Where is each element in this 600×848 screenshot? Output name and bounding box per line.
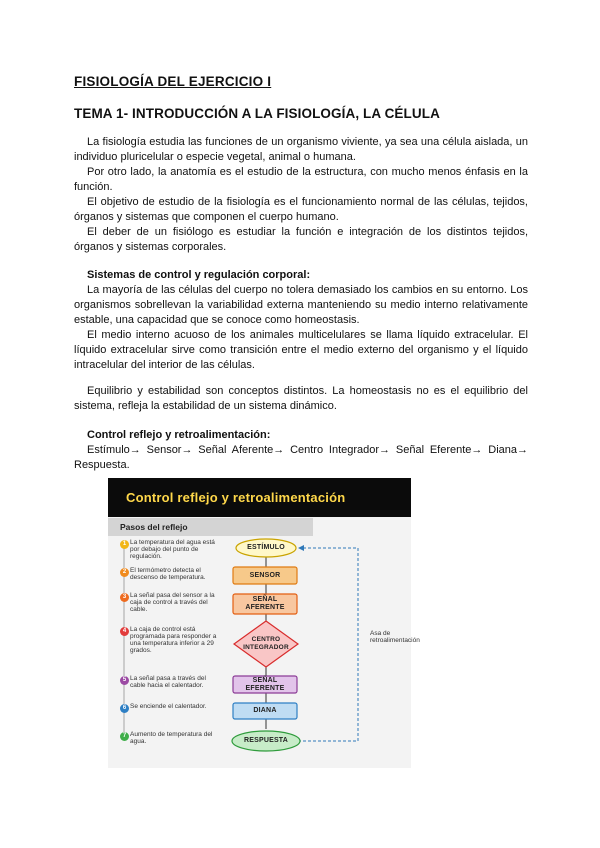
- diagram-lines: [108, 478, 411, 768]
- integrator-label-line2: INTEGRADOR: [243, 644, 289, 651]
- paragraph: El objetivo de estudio de la fisiología es el funcionamiento normal de las células, tejidos, órganos y sistemas que componen el cuerpo humano.: [74, 196, 528, 223]
- reflex-section: [74, 428, 528, 473]
- integrator-label-line1: CENTRO: [251, 636, 281, 643]
- respuesta-label: RESPUESTA: [243, 737, 289, 744]
- paragraph: La fisiología estudia las funciones de un organismo viviente, ya sea una célula aislada, un individuo pluricelular o especie vegetal, animal o humana.: [74, 136, 528, 163]
- section-heading: Control reflejo y retroalimentación:: [87, 429, 271, 441]
- integrator-label: [233, 636, 299, 652]
- estimulo-label: ESTÍMULO: [247, 544, 285, 551]
- equilibrium-section: [74, 384, 528, 414]
- chapter-title: TEMA 1- INTRODUCCIÓN A LA FISIOLOGÍA, LA CÉLULA: [74, 106, 440, 121]
- paragraph: El medio interno acuoso de los animales multicelulares se llama líquido extracelular. El líquido extracelular sirve como transición entre el medio externo del organismo y el líquido intracelular del interior de las células.: [74, 329, 528, 371]
- step-1-text: La temperatura del agua está por debajo del punto de regulación.: [130, 539, 215, 560]
- document-title: FISIOLOGÍA DEL EJERCICIO I: [74, 74, 272, 89]
- paragraph: Estímulo→ Sensor→ Señal Aferente→ Centro Integrador→ Señal Eferente→ Diana→ Respuesta.: [74, 444, 528, 471]
- efferent-label-line2: EFERENTE: [245, 685, 285, 692]
- step-4-badge: 4: [120, 627, 129, 636]
- step-6-text: Se enciende el calentador.: [130, 703, 207, 710]
- afferent-label: [233, 596, 297, 612]
- paragraph: Por otro lado, la anatomía es el estudio de la estructura, con mucho menos énfasis en la función.: [74, 166, 528, 193]
- step-2-text: El termómetro detecta el descenso de temperatura.: [130, 567, 206, 581]
- step-6-badge: 6: [120, 704, 129, 713]
- paragraph: El deber de un fisiólogo es estudiar la función e integración de los distintos tejidos, órganos y sistemas corporales.: [74, 226, 528, 253]
- feedback-loop-line: [298, 548, 358, 741]
- afferent-label-line2: AFERENTE: [245, 604, 285, 611]
- efferent-label: [233, 677, 297, 693]
- sensor-label: SENSOR: [249, 572, 281, 579]
- step-1-badge: 1: [120, 540, 129, 549]
- step-5-text: La señal pasa a través del cable hacia el calentador.: [130, 675, 206, 689]
- steps-header: Pasos del reflejo: [120, 522, 188, 532]
- diana-label: DIANA: [253, 707, 277, 714]
- feedback-arrowhead: [298, 545, 304, 551]
- control-section: [74, 268, 528, 373]
- step-7-badge: 7: [120, 732, 129, 741]
- step-3-badge: 3: [120, 593, 129, 602]
- step-3-text: La señal pasa del sensor a la caja de control a través del cable.: [130, 592, 215, 613]
- paragraph: Equilibrio y estabilidad son conceptos distintos. La homeostasis no es el equilibrio del sistema, refleja la estabilidad de un sistema dinámico.: [74, 385, 528, 412]
- section-heading: Sistemas de control y regulación corporal:: [87, 269, 311, 281]
- efferent-label-line1: SEÑAL: [252, 677, 278, 684]
- afferent-label-line1: SEÑAL: [252, 596, 278, 603]
- diagram-title: Control reflejo y retroalimentación: [126, 490, 346, 505]
- step-5-badge: 5: [120, 676, 129, 685]
- step-4-text: La caja de control está programada para responder a una temperatura inferior a 29 grados.: [130, 626, 217, 654]
- reflex-diagram: [108, 478, 420, 768]
- paragraph: La mayoría de las células del cuerpo no tolera demasiado los cambios en su entorno. Los organismos sobrellevan la variabilidad externa manteniendo su medio interno relativamente estable, una capacidad que se conoce como homeostasis.: [74, 284, 528, 326]
- step-2-badge: 2: [120, 568, 129, 577]
- feedback-loop-label: Asa de retroalimentación: [370, 630, 420, 644]
- intro-section: [74, 135, 528, 255]
- step-7-text: Aumento de temperatura del agua.: [130, 731, 213, 745]
